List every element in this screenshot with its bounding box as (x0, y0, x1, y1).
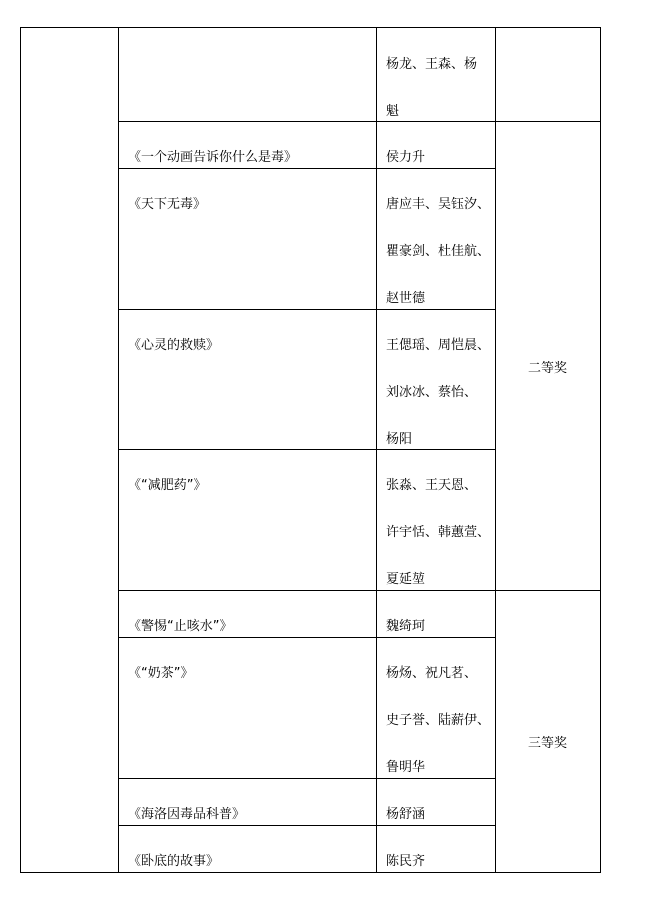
award-third-prize: 三等奖 (528, 736, 568, 751)
author-line: 杨炀、祝凡茗、 (386, 666, 478, 681)
work-title: 《卧底的故事》 (128, 854, 220, 869)
table-border-bottom (20, 872, 601, 873)
author-line: 张淼、王天恩、 (386, 478, 478, 493)
work-title: 《“减肥药”》 (128, 478, 207, 493)
row-divider (118, 309, 496, 310)
work-title: 《天下无毒》 (128, 197, 207, 212)
column-divider (118, 27, 119, 873)
work-title: 《海洛因毒品科普》 (128, 807, 246, 822)
author-line: 唐应丰、吴钰汐、 (386, 197, 491, 212)
author-line: 夏延堃 (386, 572, 426, 587)
author-line: 刘冰冰、蔡怡、 (386, 385, 478, 400)
award-second-prize: 二等奖 (528, 361, 568, 376)
table-border-right (600, 27, 601, 873)
row-divider (118, 778, 496, 779)
table-border-top (20, 27, 601, 28)
work-title: 《“奶茶”》 (128, 666, 194, 681)
row-divider (118, 449, 496, 450)
row-divider (118, 590, 601, 591)
column-divider (495, 27, 496, 873)
author-line: 魁 (386, 104, 400, 119)
author-line: 杨龙、王森、杨 (386, 57, 478, 72)
column-divider (376, 27, 377, 873)
row-divider (118, 121, 601, 122)
author-line: 杨舒涵 (386, 807, 426, 822)
author-line: 魏绮珂 (386, 619, 426, 634)
author-line: 史子誉、陆薪伊、 (386, 713, 491, 728)
row-divider (118, 637, 496, 638)
work-title: 《一个动画告诉你什么是毒》 (128, 150, 298, 165)
table-border-left (20, 27, 21, 873)
author-line: 侯力升 (386, 150, 426, 165)
author-line: 王偲瑶、周恺晨、 (386, 338, 491, 353)
author-line: 鲁明华 (386, 760, 426, 775)
row-divider (118, 825, 496, 826)
work-title: 《心灵的救赎》 (128, 338, 220, 353)
author-line: 赵世德 (386, 291, 426, 306)
work-title: 《警惕“止咳水”》 (128, 619, 233, 634)
row-divider (118, 168, 496, 169)
author-line: 陈民齐 (386, 854, 426, 869)
author-line: 瞿豪剑、杜佳航、 (386, 244, 491, 259)
author-line: 许宇恬、韩蕙萱、 (386, 525, 491, 540)
author-line: 杨阳 (386, 432, 413, 447)
